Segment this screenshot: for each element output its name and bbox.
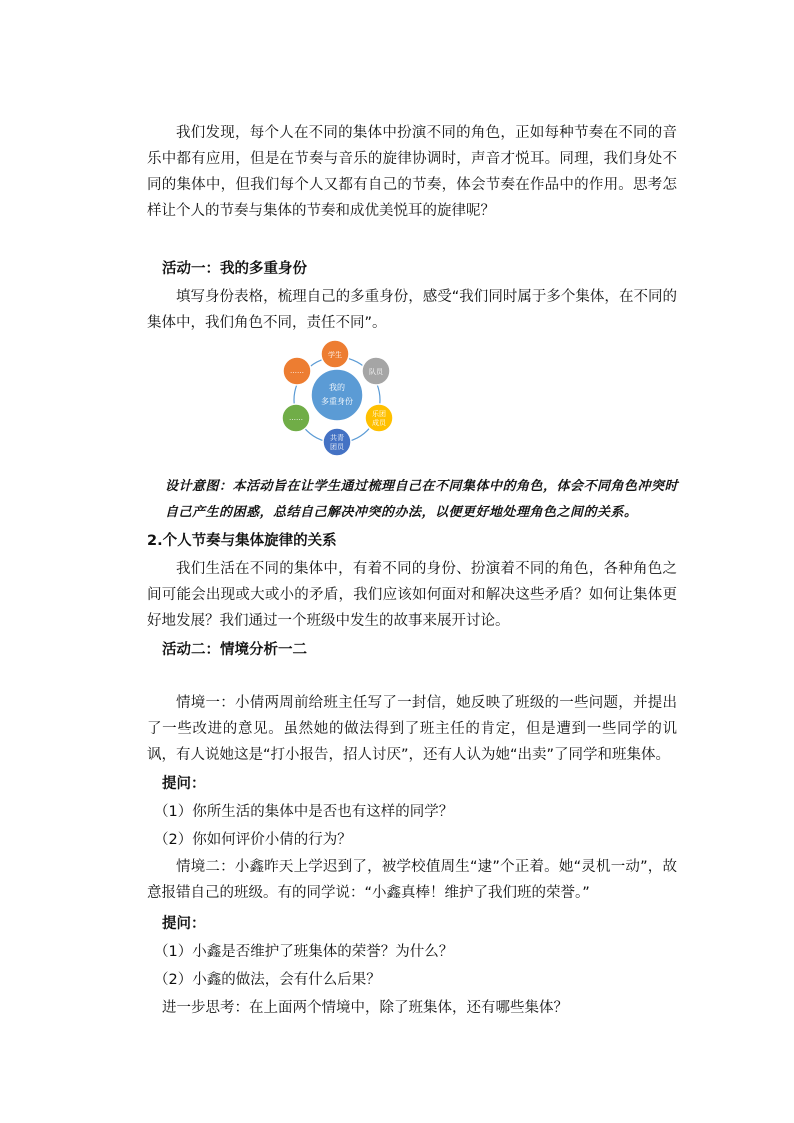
node-other-green (282, 404, 310, 432)
activity1-title: 活动一：我的多重身份 (162, 261, 307, 277)
diagram-center-line1: 我的 (329, 383, 345, 392)
node-orchestra-member (365, 404, 393, 432)
section2-title: 2.个人节奏与集体旋律的关系 (147, 533, 337, 549)
identity-diagram (275, 338, 400, 463)
node-student (321, 340, 349, 368)
scenario1-q2: （2）你如何评价小倩的行为？ (154, 832, 352, 848)
node-other-orange (283, 357, 311, 385)
scenario1-q1: （1）你所生活的集体中是否也有这样的同学？ (154, 804, 454, 820)
node-league-member (323, 428, 351, 456)
activity2-title: 活动二：情境分析一二 (162, 642, 307, 658)
diagram-center-circle (311, 369, 363, 421)
scenario2-ask: 提问： (162, 916, 206, 932)
intro-paragraph: 我们发现，每个人在不同的集体中扮演不同的角色，正如每种节奏在不同的音乐中都有应用，但是在节奏与音乐的旋律协调时，声音才悦耳。同理，我们身处不同的集体中，但我们每个人又都有自己的节奏，体会节奏在作品中的作用。思考怎样让个人的节奏与集体的节奏和成优美悦耳的旋律呢？ (147, 125, 677, 219)
section2-text: 我们生活在不同的集体中，有着不同的身份、扮演着不同的角色，各种角色之间可能会出现或大或小的矛盾，我们应该如何面对和解决这些矛盾？如何让集体更好地发展？我们通过一个班级中发生的故事来展开讨论。 (147, 561, 677, 629)
activity1-text: 填写身份表格，梳理自己的多重身份，感受“我们同时属于多个集体，在不同的集体中，我们角色不同，责任不同”。 (147, 289, 677, 331)
svg-text:共青: 共青 (330, 434, 344, 442)
scenario2-q1: （1）小鑫是否维护了班集体的荣誉？为什么？ (154, 944, 454, 960)
further-thinking: 进一步思考：在上面两个情境中，除了班集体，还有哪些集体？ (162, 1000, 568, 1016)
svg-text:乐团: 乐团 (372, 410, 386, 418)
svg-text:学生: 学生 (328, 351, 342, 359)
scenario1-ask: 提问： (162, 776, 206, 792)
scenario2-q2: （2）小鑫的做法，会有什么后果？ (154, 972, 381, 988)
svg-text:队员: 队员 (369, 368, 383, 376)
svg-text:成员: 成员 (372, 419, 386, 427)
design-intent: 设计意图：本活动旨在让学生通过梳理自己在不同集体中的角色，体会不同角色冲突时自己产生的困惑，总结自己解决冲突的办法，以便更好地处理角色之间的关系。 (165, 479, 679, 520)
diagram-center-line2: 多重身份 (321, 397, 353, 406)
svg-text:团员: 团员 (330, 443, 344, 451)
scenario2-text: 情境二：小鑫昨天上学迟到了，被学校值周生“逮”个正着。她“灵机一动”，故意报错自己的班级。有的同学说：“小鑫真棒！维护了我们班的荣誉。” (147, 859, 677, 901)
svg-text:……: …… (289, 414, 303, 422)
scenario1-text: 情境一：小倩两周前给班主任写了一封信，她反映了班级的一些问题，并提出了一些改进的意见。虽然她的做法得到了班主任的肯定，但是遭到一些同学的讥讽，有人说她这是“打小报告，招人讨厌”，还有人认为她“出卖”了同学和班集体。 (147, 695, 677, 763)
node-team-member (362, 357, 390, 385)
svg-text:……: …… (290, 367, 304, 375)
